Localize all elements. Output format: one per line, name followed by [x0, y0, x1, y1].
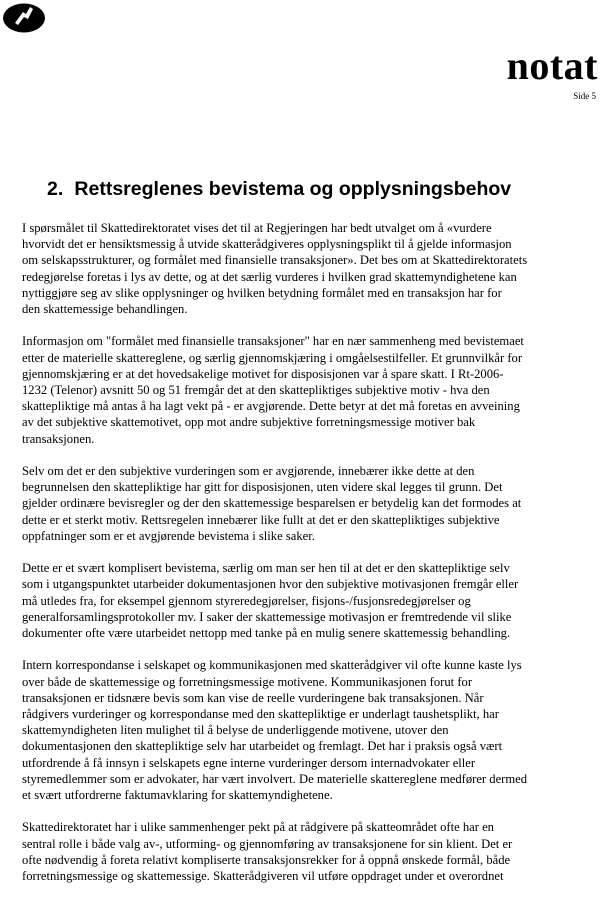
circle-logo-graphic: [2, 2, 46, 34]
paragraph: [22, 819, 606, 884]
document-type-title: notat: [506, 43, 598, 88]
text-line: om selskapsstrukturer, og formålet med finansielle transaksjoner». Det bes om at Skattedirektoratets: [22, 253, 528, 268]
text-line: forretningsmessige og skattemessige. Skatterådgiveren vil utføre oppdraget under et overordnet: [22, 869, 504, 884]
paragraph: [22, 560, 606, 641]
text-line: sentral rolle i både valg av-, utforming- og gjennomføring av transaksjonene for sin klient. Det er: [22, 836, 513, 851]
text-line: 1232 (Telenor) avsnitt 50 og 51 fremgår det at den skattepliktiges subjektive motiv - hva den: [22, 383, 490, 398]
text-line: rådgivers vurderinger og korrespondanse med den skattepliktige er underlagt taushetsplikt, har: [22, 707, 499, 722]
text-line: Intern korrespondanse i selskapet og kommunikasjonen med skatterådgiver vil ofte kunne kaste lys: [22, 658, 522, 673]
text-line: skattemyndigheten liten mulighet til å belyse de underliggende motivene, utover den: [22, 723, 449, 738]
paragraph: [22, 333, 606, 446]
document-body: [22, 220, 606, 900]
text-line: dokumentasjonen den skattepliktige selv har utarbeidet og fremlagt. Det har i praksis også vært: [22, 739, 503, 754]
circle-logo-icon: [2, 2, 46, 34]
text-line: oppfatninger som er et avgjørende bevistema i slike saker.: [22, 528, 315, 543]
section-number: 2.: [47, 178, 64, 200]
text-line: styremedlemmer som er advokater, har vært involvert. De materielle skattereglene medfører dermed: [22, 771, 528, 786]
text-line: gjelder ordinære bevisregler og der den skattemessige besparelsen er betydelig kan det formodes at: [22, 496, 522, 511]
section-title: Rettsreglenes bevistema og opplysningsbehov: [74, 178, 512, 200]
text-line: dokumenter ofte være utarbeidet nettopp med tanke på en mulig senere skattemessig behandling.: [22, 626, 511, 641]
text-line: Selv om det er den subjektive vurderingen som er avgjørende, innebærer ikke dette at den: [22, 464, 475, 479]
text-line: skattepliktige må antas å ha lagt vekt på - er avgjørende. Dette betyr at det må foretas en avveining: [22, 399, 520, 414]
text-line: den skattemessige behandlingen.: [22, 302, 188, 317]
text-line: Skattedirektoratet har i ulike sammenhenger pekt på at rådgivere på skatteområdet ofte har en: [22, 820, 494, 835]
page-number: Side 5: [573, 91, 596, 101]
paragraph: [22, 463, 606, 544]
text-line: etter de materielle skattereglene, og særlig gjennomskjæring i omgåelsestilfeller. Et grunnvilkår for: [22, 350, 523, 365]
text-line: I spørsmålet til Skattedirektoratet vises det til at Regjeringen har bedt utvalget om å «vurdere: [22, 221, 492, 235]
text-line: redegjørelse foretas i lys av dette, og at det særlig vurderes i hvilken grad skattemyndighetene kan: [22, 269, 517, 284]
text-line: Informasjon om "formålet med finansielle transaksjoner" har en nær sammenheng med bevistemaet: [22, 334, 524, 349]
paragraph: [22, 220, 606, 317]
text-line: transaksjonen er tidsnære bevis som kan vise de reelle vurderingene bak transaksjonen. Når: [22, 690, 484, 705]
text-line: dette er et sterkt motiv. Rettsregelen innebærer like fullt at det er den skattepliktiges subjektive: [22, 512, 500, 527]
text-line: av det subjektive skattemotivet, opp mot andre subjektive forretningsmessige motiver bak: [22, 415, 476, 430]
text-line: et svært utfordrerne faktumavklaring for skattemyndighetene.: [22, 788, 333, 803]
text-line: over både de skattemessige og forretningsmessige motivene. Kommunikasjonen forut for: [22, 674, 473, 689]
text-line: begrunnelsen den skattepliktige har gitt for disposisjonen, uten videre skal legges til grunn. Det: [22, 480, 503, 495]
text-line: nyttiggjøre seg av slike opplysninger og hvilken betydning formålet med en transaksjon har for: [22, 285, 502, 300]
text-line: ofte nødvendig å foreta relativt kompliserte transaksjonsrekker for å oppnå ønskede formål, både: [22, 852, 511, 867]
text-line: hvorvidt det er hensiktsmessig å utvide skatterådgiveres opplysningsplikt til å gjelde informasjon: [22, 237, 512, 252]
text-line: generalforsamlingsprotokoller mv. I saker der skattemessige motivasjon er fremtredende vil slike: [22, 609, 512, 624]
text-line: som i utgangspunktet utarbeider dokumentasjonen hvor den subjektive motivasjonen fremgår eller: [22, 577, 519, 592]
section-heading: [47, 177, 511, 201]
text-line: utfordrende å få innsyn i selskapets egne interne vurderinger dersom internadvokater eller: [22, 755, 476, 770]
text-line: gjennomskjæring er at det hovedsakelige motivet for disposisjonen var å spare skatt. I Rt-2006-: [22, 366, 504, 381]
paragraph: [22, 657, 606, 803]
text-line: transaksjonen.: [22, 431, 95, 446]
text-line: må utledes fra, for eksempel gjennom styreredegjørelser, fisjons-/fusjonsredegjørelser og: [22, 593, 471, 608]
text-line: Dette er et svært komplisert bevistema, særlig om man ser hen til at det er den skattepliktige selv: [22, 561, 510, 576]
